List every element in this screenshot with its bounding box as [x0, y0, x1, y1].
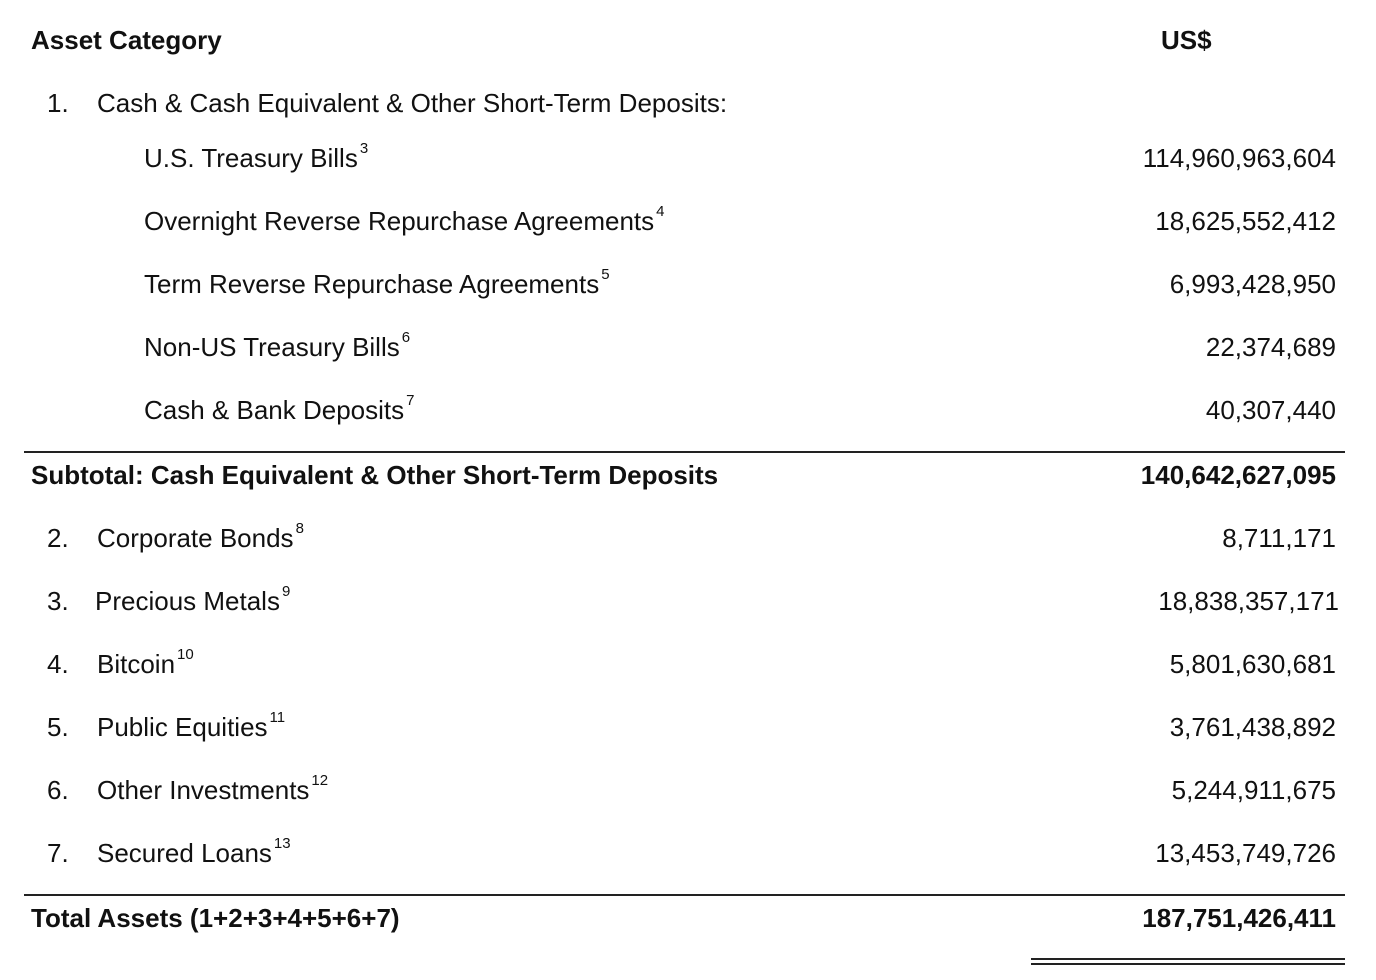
row-label-text: Term Reverse Repurchase Agreements	[144, 269, 600, 299]
row-value: 6,993,428,950	[1169, 269, 1336, 299]
row-value: 114,960,963,604	[1142, 143, 1336, 173]
row-label	[95, 581, 290, 621]
footnote-marker: 11	[269, 709, 286, 727]
section-1-heading	[0, 83, 1376, 123]
subtotal-row	[0, 455, 1376, 495]
table-header	[0, 20, 1376, 60]
row-number: 5.	[47, 712, 69, 742]
row-value: 3,761,438,892	[1169, 712, 1336, 742]
row-label	[97, 707, 285, 747]
total-divider	[24, 894, 1345, 896]
subtotal-value: 140,642,627,095	[1140, 460, 1336, 490]
row-value: 18,838,357,171	[1158, 586, 1339, 616]
row-number: 4.	[47, 649, 69, 679]
table-row	[0, 644, 1376, 684]
table-row	[0, 581, 1376, 621]
table-row	[0, 327, 1376, 367]
footnote-marker: 8	[295, 520, 304, 538]
row-label	[144, 264, 610, 304]
footnote-marker: 12	[311, 772, 329, 790]
footnote-marker: 4	[656, 203, 665, 221]
total-double-underline	[1031, 958, 1345, 965]
table-row	[0, 707, 1376, 747]
asset-category-heading: Asset Category	[31, 25, 222, 55]
footnote-marker: 5	[601, 266, 610, 284]
row-value: 5,801,630,681	[1169, 649, 1336, 679]
total-value: 187,751,426,411	[1142, 903, 1336, 933]
table-row	[0, 833, 1376, 873]
footnote-marker: 7	[406, 392, 415, 410]
row-label-text: Overnight Reverse Repurchase Agreements	[144, 206, 655, 236]
row-label-text: U.S. Treasury Bills	[144, 143, 358, 173]
row-value: 5,244,911,675	[1171, 775, 1336, 805]
row-number: 7.	[47, 838, 69, 868]
row-label	[97, 644, 194, 684]
row-label	[144, 138, 368, 178]
row-label-text: Precious Metals	[95, 586, 280, 616]
footnote-marker: 9	[281, 583, 291, 601]
row-value: 13,453,749,726	[1155, 838, 1336, 868]
row-label-text: Public Equities	[97, 712, 268, 742]
table-row	[0, 201, 1376, 241]
table-row	[0, 138, 1376, 178]
row-label-text: Other Investments	[97, 775, 310, 805]
footnote-marker: 10	[177, 646, 194, 664]
row-label-text: Corporate Bonds	[97, 523, 294, 553]
currency-heading: US$	[1161, 25, 1212, 55]
row-value: 40,307,440	[1205, 395, 1336, 425]
row-number: 3.	[47, 586, 69, 616]
table-row	[0, 770, 1376, 810]
row-label	[144, 327, 410, 367]
footnote-marker: 6	[401, 329, 411, 347]
row-label	[97, 770, 328, 810]
subtotal-divider	[24, 451, 1345, 453]
section-1-label: Cash & Cash Equivalent & Other Short-Term Deposits:	[97, 88, 728, 118]
row-label-text: Cash & Bank Deposits	[144, 395, 405, 425]
subtotal-label: Subtotal: Cash Equivalent & Other Short-Term Deposits	[31, 460, 719, 490]
row-label	[144, 201, 665, 241]
row-number: 6.	[47, 775, 69, 805]
row-label	[97, 518, 304, 558]
row-value: 22,374,689	[1205, 332, 1336, 362]
row-label-text: Non-US Treasury Bills	[144, 332, 400, 362]
row-label-text: Secured Loans	[97, 838, 272, 868]
table-row	[0, 390, 1376, 430]
row-label	[144, 390, 414, 430]
row-value: 18,625,552,412	[1155, 206, 1336, 236]
footnote-marker: 13	[273, 835, 291, 853]
total-label: Total Assets (1+2+3+4+5+6+7)	[31, 903, 400, 933]
row-number: 2.	[47, 523, 69, 553]
table-row	[0, 518, 1376, 558]
row-value: 8,711,171	[1222, 523, 1336, 553]
row-label-text: Bitcoin	[97, 649, 176, 679]
footnote-marker: 3	[359, 140, 369, 158]
table-row	[0, 264, 1376, 304]
row-label	[97, 833, 291, 873]
total-row	[0, 898, 1376, 938]
section-1-number: 1.	[47, 88, 69, 118]
